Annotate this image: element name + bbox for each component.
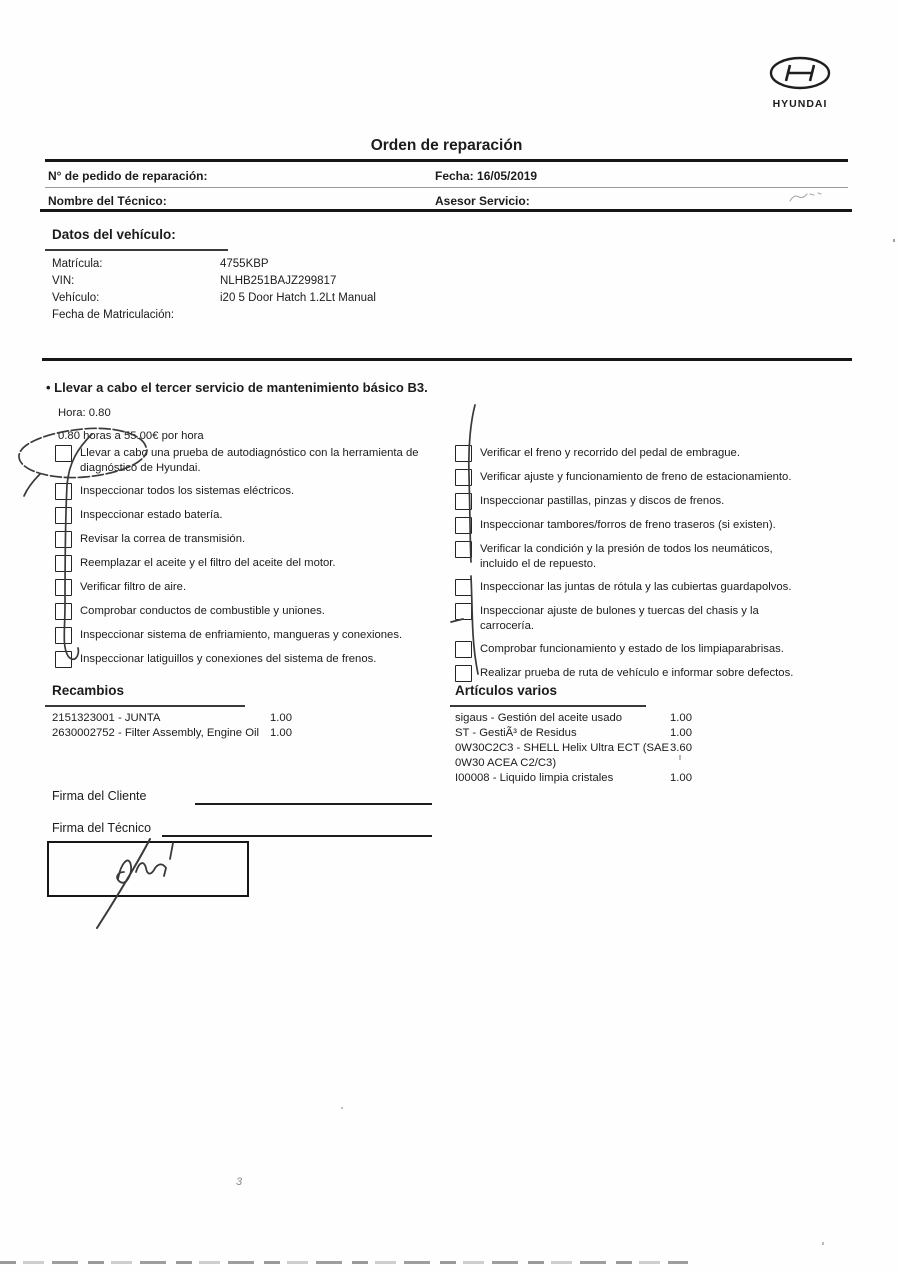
checkbox (55, 445, 72, 462)
field-value: 4755KBP (220, 258, 269, 270)
service-hours: Hora: 0.80 (58, 407, 111, 419)
checklist-item-label: Verificar el freno y recorrido del pedal de embrague. (480, 447, 740, 459)
checkbox (55, 651, 72, 668)
checklist-item-label: Inspeccionar las juntas de rótula y las cubiertas guardapolvos. (480, 581, 792, 593)
scan-speckle (679, 755, 681, 760)
part-qty: 1.00 (270, 712, 292, 724)
table-row (455, 726, 725, 741)
checklist-item (55, 484, 430, 500)
article-qty: 1.00 (670, 712, 692, 724)
checkbox (55, 579, 72, 596)
vehicle-section-title: Datos del vehículo: (52, 227, 176, 242)
service-title: • Llevar a cabo el tercer servicio de mantenimiento básico B3. (46, 380, 428, 395)
scan-speckle (893, 239, 895, 242)
technician-signature-line (162, 835, 432, 837)
checkbox (455, 493, 472, 510)
checkbox (455, 445, 472, 462)
field-label: Fecha de Matriculación: (52, 309, 175, 321)
article-name: 0W30C2C3 - SHELL Helix Ultra ECT (SAE 0W30 ACEA C2/C3) (455, 742, 670, 769)
part-name: 2151323001 - JUNTA (52, 712, 161, 724)
section-underline (45, 705, 245, 707)
checkbox (455, 665, 472, 682)
hyundai-wordmark: HYUNDAI (772, 98, 828, 110)
client-signature-label: Firma del Cliente (52, 789, 147, 803)
section-underline (450, 705, 646, 707)
checklist-item-label: Comprobar conductos de combustible y uniones. (80, 605, 325, 617)
checkbox (455, 641, 472, 658)
checklist-item (455, 642, 812, 658)
checklist-item-label: Inspeccionar estado batería. (80, 509, 223, 521)
checkbox (55, 555, 72, 572)
checklist-item-label: Inspeccionar latiguillos y conexiones del sistema de frenos. (80, 653, 377, 665)
checklist-item-label: Llevar a cabo una prueba de autodiagnóstico con la herramienta de diagnóstico de Hyundai. (80, 447, 419, 474)
checklist-item (55, 508, 430, 524)
checklist-item (55, 604, 430, 620)
checklist-item (55, 556, 430, 572)
service-rate: 0.80 horas a 55.00€ por hora (58, 430, 204, 442)
vehicle-field-row (52, 307, 472, 324)
scan-speckle (822, 1242, 824, 1245)
parts-table (52, 711, 332, 741)
checklist-right-column (455, 446, 812, 690)
vehicle-field-row (52, 273, 472, 290)
part-qty: 1.00 (270, 727, 292, 739)
table-row (455, 711, 725, 726)
table-row (455, 741, 725, 771)
checklist-item-label: Inspeccionar tambores/forros de freno traseros (si existen). (480, 519, 776, 531)
checklist-item-label: Inspeccionar todos los sistemas eléctricos. (80, 485, 295, 497)
hyundai-logo (760, 56, 840, 110)
checklist-item (455, 470, 812, 486)
date-field-label: Fecha: (435, 169, 474, 183)
vehicle-field-row (52, 256, 472, 273)
checkbox (455, 603, 472, 620)
field-label: Vehículo: (52, 292, 100, 304)
checklist-item (55, 628, 430, 644)
checkbox (455, 579, 472, 596)
section-underline (45, 249, 228, 251)
hyundai-logo-icon (768, 56, 832, 92)
checklist-left-column (55, 446, 430, 676)
checkbox (55, 507, 72, 524)
checklist-item (455, 666, 812, 682)
divider (45, 159, 848, 162)
field-label: Matrícula: (52, 258, 103, 270)
vehicle-field-row (52, 290, 472, 307)
advisor-scribble (790, 193, 821, 201)
checklist-item (55, 446, 430, 476)
checkbox (455, 541, 472, 558)
checklist-item-label: Verificar filtro de aire. (80, 581, 187, 593)
pen-circle-tail (24, 474, 40, 496)
field-label: VIN: (52, 275, 75, 287)
page-number: 3 (236, 1176, 243, 1188)
page-edge-artifact (0, 1261, 688, 1264)
article-qty: 1.00 (670, 772, 692, 784)
article-name: I00008 - Liquido limpia cristales (455, 772, 614, 784)
vehicle-data-list (52, 256, 472, 324)
checklist-item-label: Inspeccionar ajuste de bulones y tuercas del chasis y la carrocería. (480, 605, 759, 632)
article-qty: 3.60 (670, 742, 692, 754)
checklist-item (55, 532, 430, 548)
checklist-item (455, 542, 812, 572)
divider (40, 209, 852, 212)
checklist-item (455, 494, 812, 510)
checkbox (55, 483, 72, 500)
article-name: ST - GestiÃ³ de Residus (455, 727, 577, 739)
checklist-item (55, 580, 430, 596)
page-title: Orden de reparación (370, 137, 523, 154)
divider (42, 358, 852, 361)
signature-box (47, 841, 249, 897)
checklist-item (455, 604, 812, 634)
divider (45, 187, 848, 188)
date-value: 16/05/2019 (477, 169, 538, 183)
checklist-item-label: Comprobar funcionamiento y estado de los limpiaparabrisas. (480, 643, 784, 655)
parts-section-title: Recambios (52, 683, 125, 698)
checklist-item-label: Reemplazar el aceite y el filtro del aceite del motor. (80, 557, 336, 569)
article-name: sigaus - Gestión del aceite usado (455, 712, 623, 724)
date-label (435, 169, 537, 183)
client-signature-line (195, 803, 432, 805)
checklist-item-label: Revisar la correa de transmisión. (80, 533, 246, 545)
checklist-item (455, 446, 812, 462)
order-number-label: N° de pedido de reparación: (48, 169, 208, 183)
checkbox (55, 531, 72, 548)
misc-table (455, 711, 725, 786)
field-value: NLHB251BAJZ299817 (220, 275, 337, 287)
table-row (52, 726, 332, 741)
technician-name-label: Nombre del Técnico: (48, 194, 167, 208)
part-name: 2630002752 - Filter Assembly, Engine Oil (52, 727, 260, 739)
checklist-item (55, 652, 430, 668)
checkbox (455, 469, 472, 486)
checklist-item-label: Inspeccionar pastillas, pinzas y discos de frenos. (480, 495, 725, 507)
table-row (52, 711, 332, 726)
article-qty: 1.00 (670, 727, 692, 739)
misc-section-title: Artículos varios (455, 683, 558, 698)
checkbox (55, 627, 72, 644)
checklist-item (455, 580, 812, 596)
checklist-item-label: Inspeccionar sistema de enfriamiento, mangueras y conexiones. (80, 629, 403, 641)
service-advisor-label: Asesor Servicio: (435, 194, 530, 208)
checklist-item-label: Realizar prueba de ruta de vehículo e informar sobre defectos. (480, 667, 794, 679)
scan-speckle (341, 1107, 343, 1109)
checkbox (455, 517, 472, 534)
table-row (455, 771, 725, 786)
technician-signature-label: Firma del Técnico (52, 821, 152, 835)
checklist-item (455, 518, 812, 534)
checklist-item-label: Verificar ajuste y funcionamiento de freno de estacionamiento. (480, 471, 792, 483)
checklist-item-label: Verificar la condición y la presión de todos los neumáticos, incluido el de repuesto. (480, 543, 773, 570)
checkbox (55, 603, 72, 620)
field-value: i20 5 Door Hatch 1.2Lt Manual (220, 292, 376, 304)
